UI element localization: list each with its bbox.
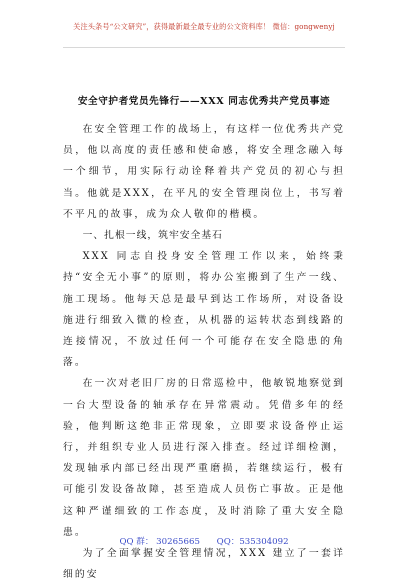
footer-qq-number: QQ：535304092 (216, 537, 289, 547)
paragraph-frontline: XXX 同志自投身安全管理工作以来，始终秉持“安全无小事”的原则，将办公室搬到了生产一线、施工现场。他每天总是最早到达工作场所，对设备设施进行细致入微的检查，从机器的运转状态到线路的连接情况，不放过任何一个可能存在安全隐患的角落。 (63, 251, 345, 369)
footer-contact (0, 535, 408, 547)
paragraph-inspection: 在一次对老旧厂房的日常巡检中，他敏锐地察觉到一台大型设备的轴承存在异常震动。凭借多年的经验，他判断这绝非正常现象，立即要求设备停止运行，并组织专业人员进行深入排查。经过详细检测，发现轴承内部已经出现严重磨损，若继续运行，极有可能引发设备故障，甚至造成人员伤亡事故。正是他这种严谨细致的工作态度，及时消除了重大安全隐患。 (63, 378, 345, 538)
document-body (63, 119, 345, 585)
header-banner: 关注头条号“公文研究”，获得最新最全最专业的公文资料库！ 微信：gongwenyj (73, 22, 335, 31)
footer-qq-group: QQ 群： 30265665 (119, 537, 200, 547)
section-heading: 一、扎根一线，筑牢安全基石 (82, 230, 223, 242)
paragraph-intro: 在安全管理工作的战场上，有这样一位优秀共产党员，他以高度的责任感和使命感，将安全理念融入每一个细节，用实际行动诠释着共产党员的初心与担当。他就是XXX，在平凡的安全管理岗位上，书写着不平凡的故事，成为众人敬仰的楷模。 (63, 124, 345, 220)
document-title: 安全守护者党员先锋行——XXX 同志优秀共产党员事迹 (77, 96, 331, 107)
header-divider (63, 47, 345, 48)
paragraph-management: 为了全面掌握安全管理情况，XXX 建立了一套详细的安 (63, 548, 345, 581)
